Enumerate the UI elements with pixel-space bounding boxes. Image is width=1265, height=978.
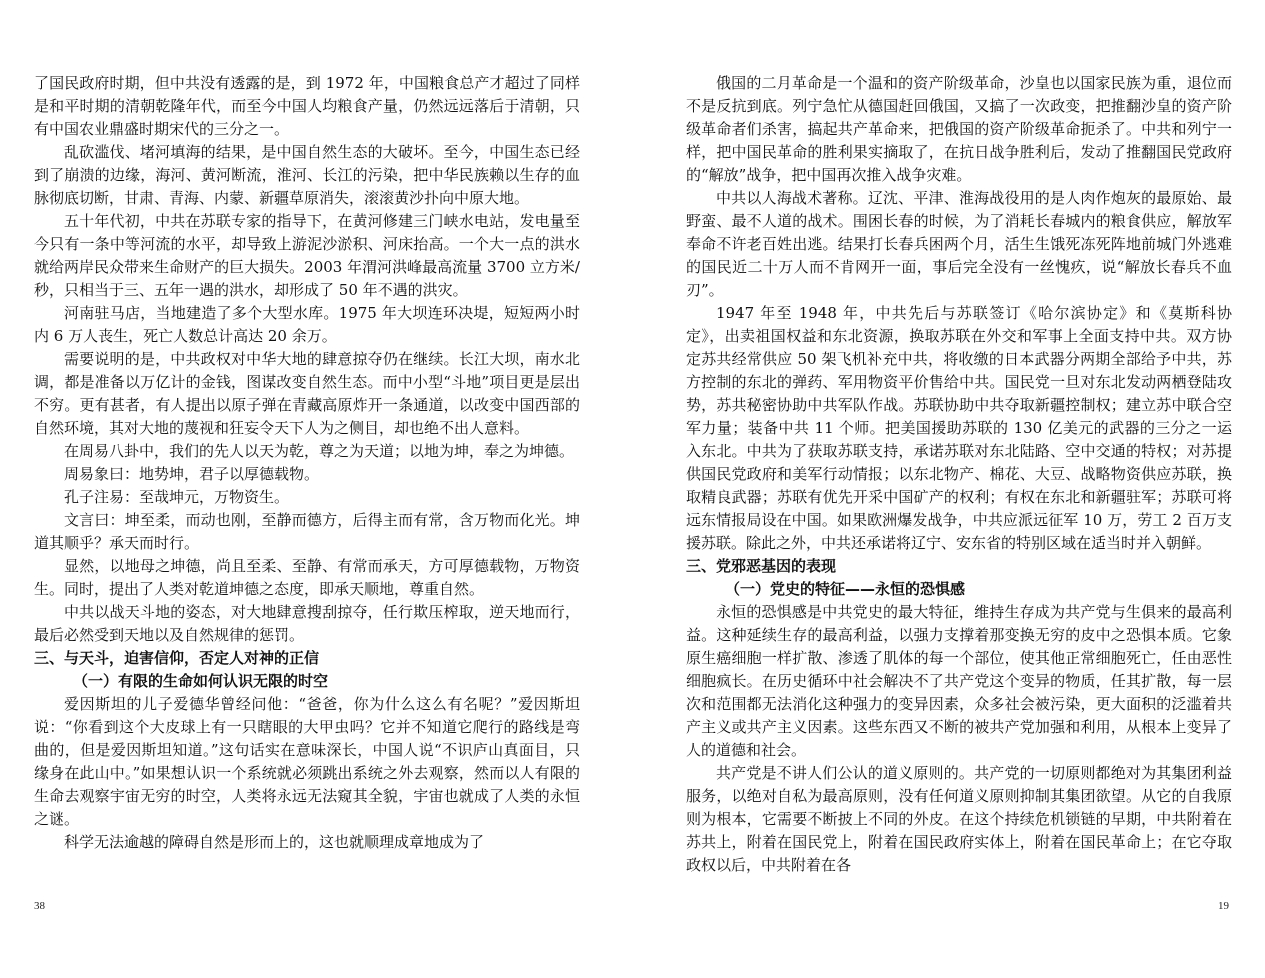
section-heading: 三、党邪恶基因的表现	[686, 557, 837, 575]
paragraph: 科学无法逾越的障碍自然是形而上的，这也就顺理成章地成为了	[64, 833, 485, 851]
paragraph: 显然，以地母之坤德，尚且至柔、至静、有常而承天，方可厚德载物，万物资生。同时，提出了人类对乾道坤德之态度，即承天顺地，尊重自然。	[34, 557, 580, 598]
paragraph: 俄国的二月革命是一个温和的资产阶级革命，沙皇也以国家民族为重，退位而不是反抗到底。列宁急忙从德国赶回俄国，又搞了一次政变，把推翻沙皇的资产阶级革命者们杀害，搞起共产革命来，把俄国的资产阶级革命扼杀了。中共和列宁一样，把中国民革命的胜利果实摘取了，在抗日战争胜利后，发动了推翻国民党政府的“解放”战争，把中国再次推入战争灾难。	[686, 74, 1232, 184]
paragraph: 孔子注易：至哉坤元，万物资生。	[64, 488, 290, 506]
page-number-left: 38	[34, 900, 45, 912]
paragraph: 在周易八卦中，我们的先人以天为乾，尊之为天道；以地为坤，奉之为坤德。	[64, 442, 575, 460]
paragraph: 了国民政府时期，但中共没有透露的是，到 1972 年，中国粮食总产才超过了同样是和平时期的清朝乾隆年代，而至今中国人均粮食产量，仍然远远落后于清朝，只有中国农业鼎盛时期宋代的三分之一。	[34, 74, 580, 138]
subsection-heading: （一）党史的特征——永恒的恐惧感	[725, 580, 966, 598]
paragraph: 乱砍滥伐、堵河填海的结果，是中国自然生态的大破坏。至今，中国生态已经到了崩溃的边缘，海河、黄河断流，淮河、长江的污染，把中华民族赖以生存的血脉彻底切断，甘肃、青海、内蒙、新疆草原消失，滚滚黄沙扑向中原大地。	[34, 143, 580, 207]
paragraph: 河南驻马店，当地建造了多个大型水库。1975 年大坝连环决堤，短短两小时内 6 万人丧生，死亡人数总计高达 20 余万。	[34, 304, 580, 345]
section-heading: 三、与天斗，迫害信仰，否定人对神的正信	[34, 649, 320, 667]
page-number-right: 19	[1218, 900, 1229, 912]
left-page	[34, 72, 580, 854]
paragraph: 中共以人海战术著称。辽沈、平津、淮海战役用的是人肉作炮灰的最原始、最野蛮、最不人道的战术。围困长春的时候，为了消耗长春城内的粮食供应，解放军奉命不许老百姓出逃。结果打长春兵困两个月，活生生饿死冻死阵地前城门外逃难的国民近二十万人而不肯网开一面，事后完全没有一丝愧疚，说“解放长春兵不血刃”。	[686, 189, 1232, 299]
paragraph: 五十年代初，中共在苏联专家的指导下，在黄河修建三门峡水电站，发电量至今只有一条中等河流的水平，却导致上游泥沙淤积、河床抬高。一个大一点的洪水就给两岸民众带来生命财产的巨大损失。2003 年渭河洪峰最高流量 3700 立方米/秒，只相当于三、五年一遇的洪水，却形成了 50 年不遇的洪灾。	[34, 212, 580, 299]
paragraph: 中共以战天斗地的姿态，对大地肆意搜刮掠夺，任行欺压榨取，逆天地而行，最后必然受到天地以及自然规律的惩罚。	[34, 603, 580, 644]
paragraph: 1947 年至 1948 年，中共先后与苏联签订《哈尔滨协定》和《莫斯科协定》，出卖祖国权益和东北资源，换取苏联在外交和军事上全面支持中共。双方协定苏共经常供应 50 架飞机补充中共，将收缴的日本武器分两期全部给予中共，苏方控制的东北的弹药、军用物资平价售给中共。国民党一旦对东北发动两栖登陆攻势，苏共秘密协助中共军队作战。苏联协助中共夺取新疆控制权；建立苏中联合空军力量；装备中共 11 个师。把美国援助苏联的 130 亿美元的武器的三分之一运入东北。中共为了获取苏联支持，承诺苏联对东北陆路、空中交通的特权；对苏提供国民党政府和美军行动情报；以东北物产、棉花、大豆、战略物资供应苏联，换取精良武器；苏联有优先开采中国矿产的权利；有权在东北和新疆驻军；苏联可将远东情报局设在中国。如果欧洲爆发战争，中共应派远征军 10 万，劳工 2 百万支援苏联。除此之外，中共还承诺将辽宁、安东省的特别区域在适当时并入朝鲜。	[686, 304, 1232, 552]
right-page	[686, 72, 1232, 877]
subsection-heading: （一）有限的生命如何认识无限的时空	[73, 672, 329, 690]
paragraph: 爱因斯坦的儿子爱德华曾经问他：“爸爸，你为什么这么有名呢？”爱因斯坦说：“你看到这个大皮球上有一只瞎眼的大甲虫吗？它并不知道它爬行的路线是弯曲的，但是爱因斯坦知道。”这句话实在意味深长，中国人说“不识庐山真面目，只缘身在此山中。”如果想认识一个系统就必须跳出系统之外去观察，然而以人有限的生命去观察宇宙无穷的时空，人类将永远无法窥其全貌，宇宙也就成了人类的永恒之谜。	[34, 695, 580, 828]
paragraph: 周易象曰：地势坤，君子以厚德载物。	[64, 465, 320, 483]
paragraph: 永恒的恐惧感是中共党史的最大特征，维持生存成为共产党与生俱来的最高利益。这种延续生存的最高利益，以强力支撑着那变换无穷的皮中之恐惧本质。它象原生癌细胞一样扩散、渗透了肌体的每一个部位，使其他正常细胞死亡，任由恶性细胞疯长。在历史循环中社会解决不了共产党这个变异的物质，任其扩散，每一层次和范围都无法消化这种强力的变异因素，众多社会被污染，更大面积的泛滥着共产主义或共产主义因素。这些东西又不断的被共产党加强和利用，从根本上变异了人的道德和社会。	[686, 603, 1232, 759]
paragraph: 共产党是不讲人们公认的道义原则的。共产党的一切原则都绝对为其集团利益服务，以绝对自私为最高原则，没有任何道义原则抑制其集团欲望。从它的自我原则为根本，它需要不断披上不同的外皮。在这个持续危机锁链的早期，中共附着在苏共上，附着在国民党上，附着在国民政府实体上，附着在国民革命上；在它夺取政权以后，中共附着在各	[686, 764, 1232, 874]
paragraph: 文言曰：坤至柔，而动也刚，至静而德方，后得主而有常，含万物而化光。坤道其顺乎？承天而时行。	[34, 511, 580, 552]
paragraph: 需要说明的是，中共政权对中华大地的肆意掠夺仍在继续。长江大坝，南水北调，都是准备以万亿计的金钱，图谋改变自然生态。而中小型“斗地”项目更是层出不穷。更有甚者，有人提出以原子弹在青藏高原炸开一条通道，以改变中国西部的自然环境，其对大地的蔑视和狂妄令天下人为之侧目，却也绝不出人意料。	[34, 350, 580, 437]
